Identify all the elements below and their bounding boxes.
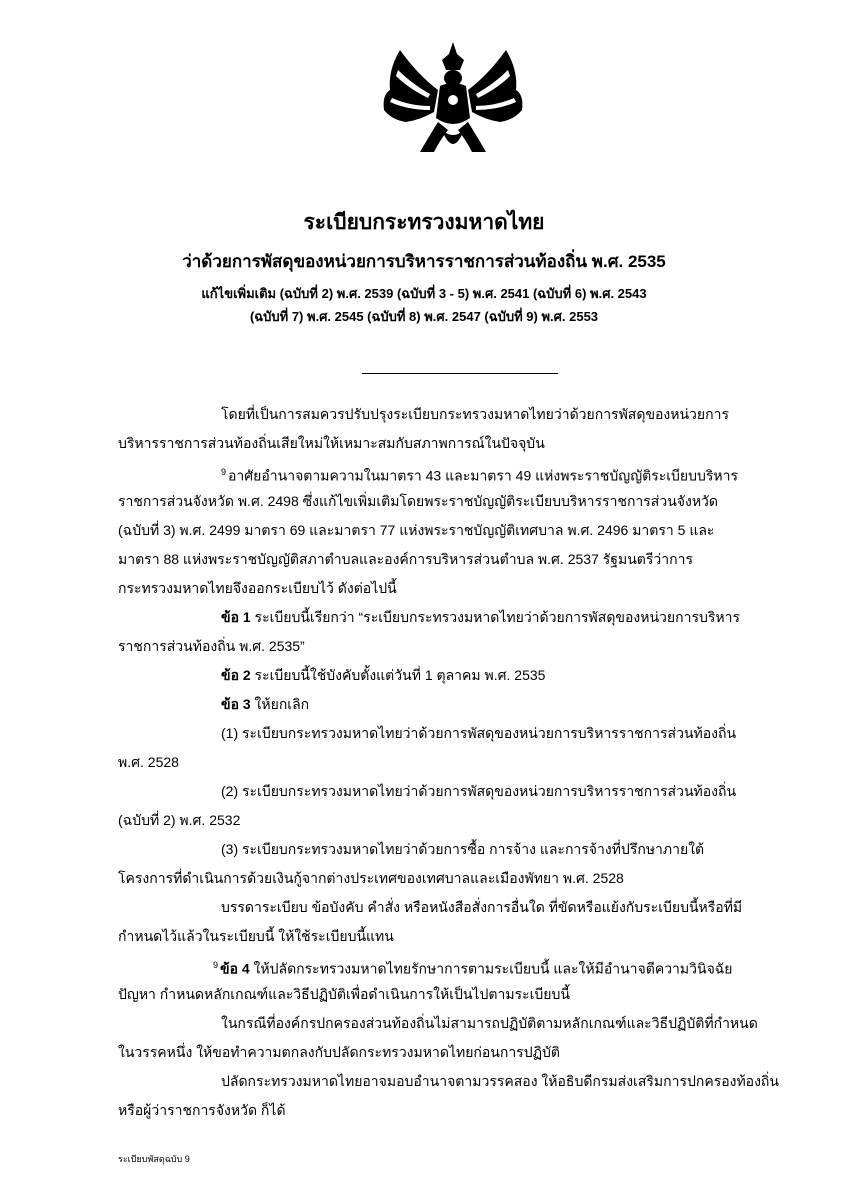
paragraph-line: $^9$ อาศัยอำนาจตามความในมาตรา 43 และมาตรา 49 แห่งพระราชบัญญัติระเบียบบริหาร (221, 467, 739, 484)
list-item: (3) ระเบียบกระทรวงมหาดไทยว่าด้วยการซื้อ การจ้าง และการจ้างที่ปรึกษาภายใต้ (221, 841, 705, 857)
clause-label: ข้อ 3 (221, 696, 251, 712)
clause-4: $^9$ ข้อ 4 ให้ปลัดกระทรวงมหาดไทยรักษาการตามระเบียบนี้ และให้มีอำนาจตีความวินิจฉัย (213, 960, 733, 977)
footnote-marker: 9 (221, 467, 227, 477)
document-title: ระเบียบกระทรวงมหาดไทย (303, 211, 545, 234)
paragraph-line: โครงการที่ดำเนินการด้วยเงินกู้จากต่างประเทศของเทศบาลและเมืองพัทยา พ.ศ. 2528 (118, 870, 624, 886)
garuda-emblem (378, 40, 528, 158)
document-subtitle: ว่าด้วยการพัสดุของหน่วยการบริหารราชการส่วนท้องถิ่น พ.ศ. 2535 (182, 252, 666, 271)
list-item: (1) ระเบียบกระทรวงมหาดไทยว่าด้วยการพัสดุของหน่วยการบริหารราชการส่วนท้องถิ่น (221, 725, 737, 741)
clause-label: ข้อ 2 (221, 667, 251, 683)
paragraph-line: (ฉบับที่ 3) พ.ศ. 2499 มาตรา 69 และมาตรา 77 แห่งพระราชบัญญัติเทศบาล พ.ศ. 2496 มาตรา 5 และ (118, 522, 715, 538)
paragraph-line: (ฉบับที่ 2) พ.ศ. 2532 (118, 812, 241, 828)
clause-label: ข้อ 4 (220, 960, 250, 977)
paragraph-line: ราชการส่วนจังหวัด พ.ศ. 2498 ซึ่งแก้ไขเพิ่มเติมโดยพระราชบัญญัติระเบียบบริหารราชการส่วนจังหวัด (118, 493, 718, 509)
paragraph-line: หรือผู้ว่าราชการจังหวัด ก็ได้ (118, 1102, 286, 1118)
paragraph-line: บรรดาระเบียบ ข้อบังคับ คำสั่ง หรือหนังสือสั่งการอื่นใด ที่ขัดหรือแย้งกับระเบียบนี้หรือที่มี (221, 899, 743, 915)
clause-label: ข้อ 1 (221, 609, 251, 625)
clause-1: ข้อ 1 ระเบียบนี้เรียกว่า “ระเบียบกระทรวงมหาดไทยว่าด้วยการพัสดุของหน่วยการบริหาร (221, 609, 740, 625)
paragraph-line: ปัญหา กำหนดหลักเกณฑ์และวิธีปฏิบัติเพื่อดำเนินการให้เป็นไปตามระเบียบนี้ (118, 986, 570, 1002)
paragraph-line: โดยที่เป็นการสมควรปรับปรุงระเบียบกระทรวงมหาดไทยว่าด้วยการพัสดุของหน่วยการ (221, 406, 729, 422)
paragraph-line: พ.ศ. 2528 (118, 754, 179, 770)
amendment-line-2: (ฉบับที่ 7) พ.ศ. 2545 (ฉบับที่ 8) พ.ศ. 2547 (ฉบับที่ 9) พ.ศ. 2553 (249, 309, 599, 324)
divider (362, 373, 558, 374)
amendment-line-1: แก้ไขเพิ่มเติม (ฉบับที่ 2) พ.ศ. 2539 (ฉบับที่ 3 - 5) พ.ศ. 2541 (ฉบับที่ 6) พ.ศ. 2543 (201, 286, 647, 301)
paragraph-line: ในกรณีที่องค์กรปกครองส่วนท้องถิ่นไม่สามารถปฏิบัติตามหลักเกณฑ์และวิธีปฏิบัติที่กำหนด (221, 1015, 758, 1031)
paragraph-line: กำหนดไว้แล้วในระเบียบนี้ ให้ใช้ระเบียบนี้แทน (118, 928, 394, 944)
clause-3: ข้อ 3 ให้ยกเลิก (221, 696, 310, 712)
footnote-marker: 9 (213, 960, 219, 970)
paragraph-line: ราชการส่วนท้องถิ่น พ.ศ. 2535” (118, 638, 305, 654)
clause-2: ข้อ 2 ระเบียบนี้ใช้บังคับตั้งแต่วันที่ 1 ตุลาคม พ.ศ. 2535 (221, 667, 546, 683)
list-item: (2) ระเบียบกระทรวงมหาดไทยว่าด้วยการพัสดุของหน่วยการบริหารราชการส่วนท้องถิ่น (221, 783, 737, 799)
page-footer: ระเบียบพัสดุฉบับ 9 (118, 1154, 190, 1164)
paragraph-line: บริหารราชการส่วนท้องถิ่นเสียใหม่ให้เหมาะสมกับสภาพการณ์ในปัจจุบัน (118, 435, 545, 451)
paragraph-line: กระทรวงมหาดไทยจึงออกระเบียบไว้ ดังต่อไปนี้ (118, 580, 397, 596)
paragraph-line: มาตรา 88 แห่งพระราชบัญญัติสภาตำบลและองค์การบริหารส่วนตำบล พ.ศ. 2537 รัฐมนตรีว่าการ (118, 551, 693, 567)
paragraph-line: ปลัดกระทรวงมหาดไทยอาจมอบอำนาจตามวรรคสอง ให้อธิบดีกรมส่งเสริมการปกครองท้องถิ่น (221, 1073, 779, 1089)
paragraph-line: ในวรรคหนึ่ง ให้ขอทำความตกลงกับปลัดกระทรวงมหาดไทยก่อนการปฏิบัติ (118, 1044, 560, 1060)
